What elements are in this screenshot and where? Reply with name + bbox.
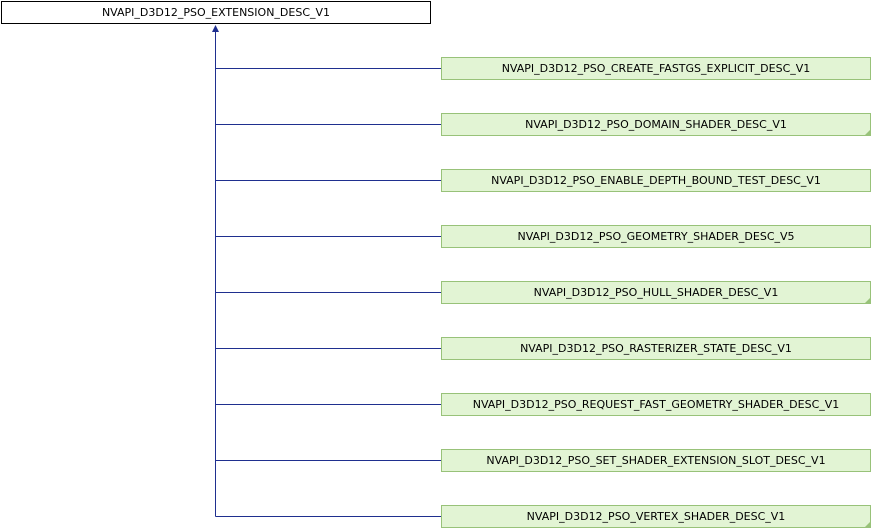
derived-class-label: NVAPI_D3D12_PSO_GEOMETRY_SHADER_DESC_V5	[517, 230, 795, 243]
derived-class-label: NVAPI_D3D12_PSO_DOMAIN_SHADER_DESC_V1	[525, 118, 787, 131]
arrowhead-icon	[212, 25, 219, 32]
derived-class-label: NVAPI_D3D12_PSO_RASTERIZER_STATE_DESC_V1	[520, 342, 792, 355]
derived-class-label: NVAPI_D3D12_PSO_CREATE_FASTGS_EXPLICIT_DESC_V1	[501, 62, 811, 75]
folded-corner-icon	[865, 522, 870, 527]
derived-class-node[interactable]	[441, 57, 871, 80]
derived-class-label: NVAPI_D3D12_PSO_REQUEST_FAST_GEOMETRY_SHADER_DESC_V1	[472, 398, 840, 411]
folded-corner-icon	[865, 298, 870, 303]
base-class-label: NVAPI_D3D12_PSO_EXTENSION_DESC_V1	[101, 6, 331, 19]
derived-class-node[interactable]	[441, 337, 871, 360]
derived-class-label: NVAPI_D3D12_PSO_ENABLE_DEPTH_BOUND_TEST_DESC_V1	[491, 174, 821, 187]
base-class-node[interactable]	[1, 1, 431, 24]
derived-class-label: NVAPI_D3D12_PSO_SET_SHADER_EXTENSION_SLOT_DESC_V1	[486, 454, 826, 467]
derived-class-node[interactable]	[441, 225, 871, 248]
derived-class-node[interactable]	[441, 393, 871, 416]
derived-class-node[interactable]	[441, 113, 871, 136]
derived-class-node[interactable]	[441, 449, 871, 472]
derived-class-node[interactable]	[441, 169, 871, 192]
derived-class-label: NVAPI_D3D12_PSO_VERTEX_SHADER_DESC_V1	[526, 510, 786, 523]
derived-class-label: NVAPI_D3D12_PSO_HULL_SHADER_DESC_V1	[533, 286, 779, 299]
derived-class-node[interactable]	[441, 505, 871, 528]
folded-corner-icon	[865, 130, 870, 135]
derived-class-node[interactable]	[441, 281, 871, 304]
